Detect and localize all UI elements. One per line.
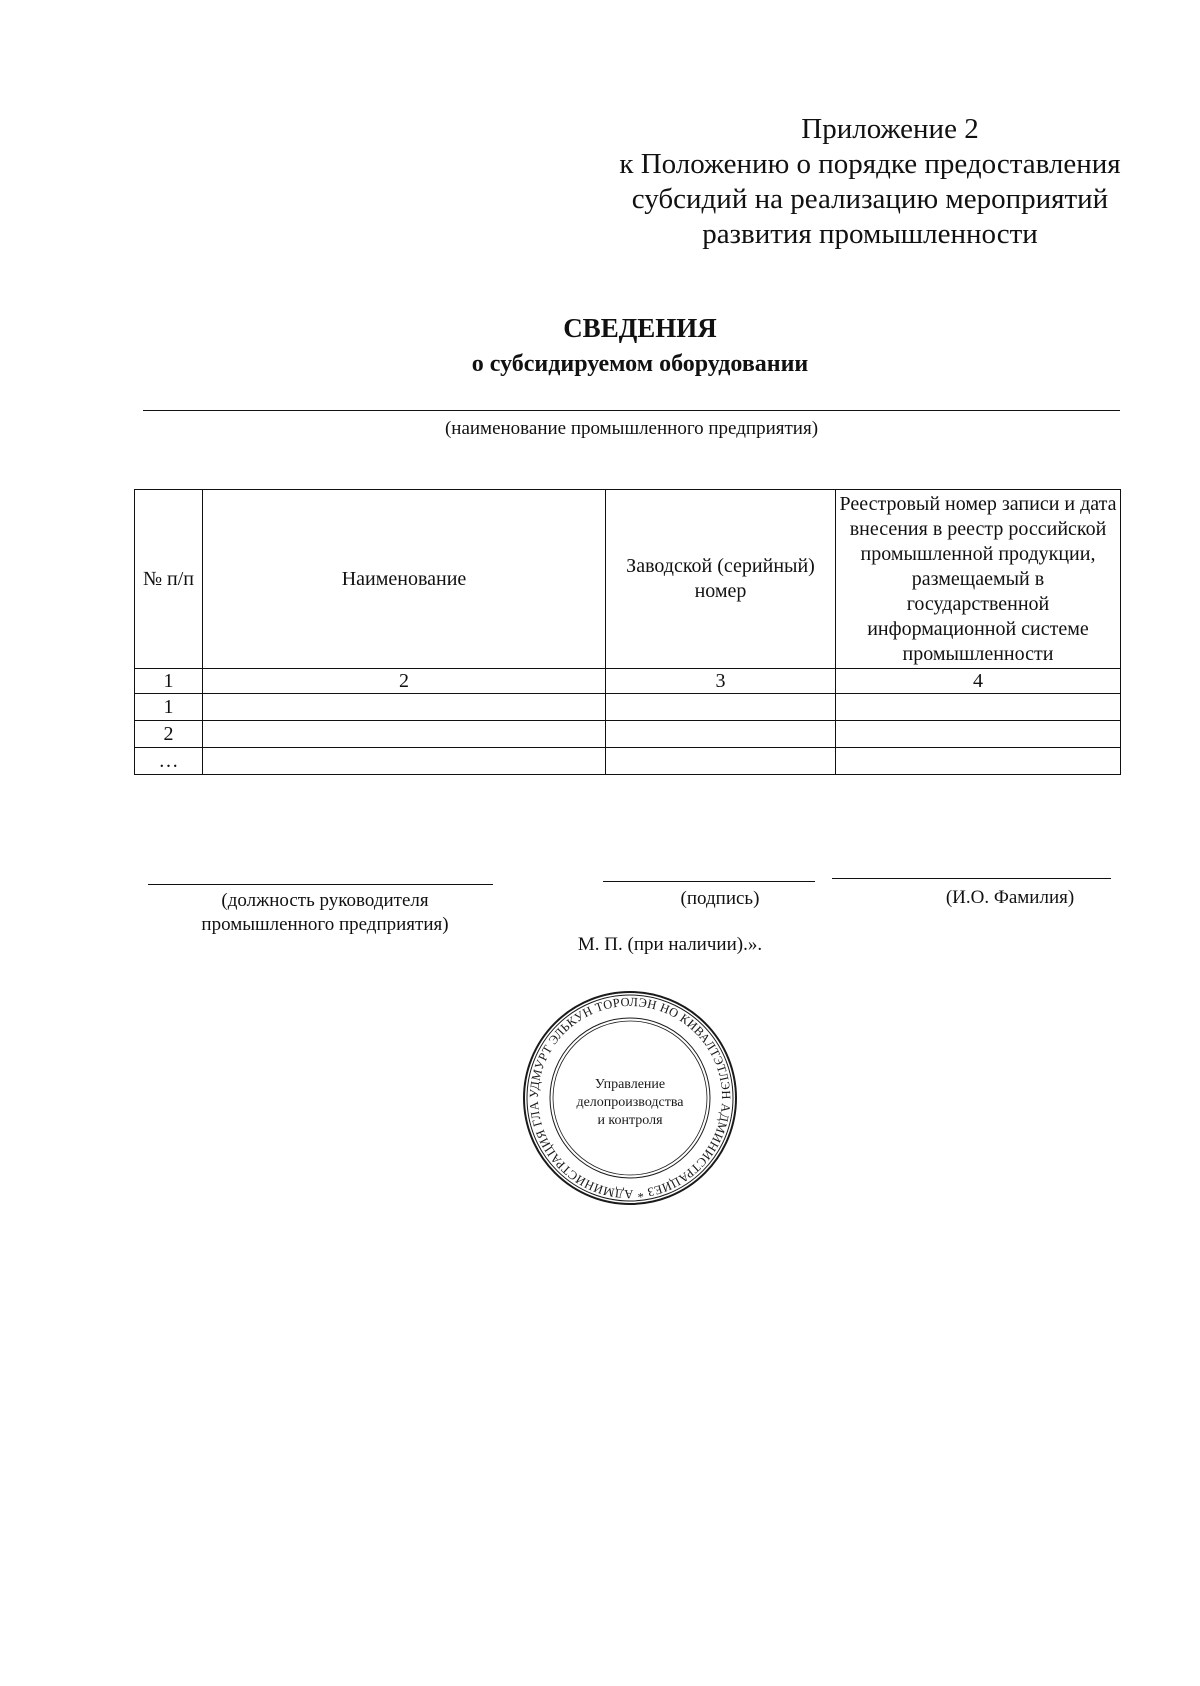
seal-note: М. П. (при наличии).». xyxy=(577,934,763,955)
full-name-caption: (И.О. Фамилия) xyxy=(945,887,1075,908)
cell-registry-number xyxy=(836,721,1121,748)
title-main: СВЕДЕНИЯ xyxy=(563,313,717,343)
signature-line xyxy=(603,881,815,882)
appendix-line-4: развития промышленности xyxy=(702,218,1038,250)
title-subtitle: о субсидируемом оборудовании xyxy=(471,351,809,377)
appendix-line-3: субсидий на реализацию мероприятий xyxy=(631,183,1109,215)
stamp-center-line-2: делопроизводства xyxy=(576,1095,684,1110)
row-number: … xyxy=(135,748,203,775)
appendix-number: Приложение 2 xyxy=(801,113,979,145)
equipment-table xyxy=(134,489,1121,775)
position-signature-line xyxy=(148,884,493,885)
cell-name xyxy=(203,721,606,748)
company-name-caption: (наименование промышленного предприятия) xyxy=(444,418,819,439)
column-numbers-row xyxy=(135,669,1121,694)
full-name-line xyxy=(832,878,1111,879)
cell-serial-number xyxy=(606,694,836,721)
table-row xyxy=(135,748,1121,775)
stamp-center-line-1: Управление xyxy=(594,1077,666,1092)
header-serial-number: Заводской (серийный) номер xyxy=(606,490,836,669)
stamp-center-line-3: и контроля xyxy=(597,1113,663,1128)
row-number: 1 xyxy=(135,694,203,721)
table-row xyxy=(135,721,1121,748)
cell-registry-number xyxy=(836,694,1121,721)
column-number: 2 xyxy=(203,669,606,694)
company-name-line xyxy=(143,410,1120,411)
cell-name xyxy=(203,748,606,775)
header-name: Наименование xyxy=(203,490,606,669)
cell-serial-number xyxy=(606,721,836,748)
header-number: № п/п xyxy=(135,490,203,669)
cell-serial-number xyxy=(606,748,836,775)
cell-name xyxy=(203,694,606,721)
cell-registry-number xyxy=(836,748,1121,775)
column-number: 4 xyxy=(836,669,1121,694)
official-stamp xyxy=(520,988,740,1208)
table-row xyxy=(135,694,1121,721)
document-title xyxy=(0,310,1200,382)
column-number: 3 xyxy=(606,669,836,694)
signature-caption: (подпись) xyxy=(680,888,760,909)
row-number: 2 xyxy=(135,721,203,748)
position-caption: (должность руководителя промышленного предприятия) xyxy=(201,890,449,935)
column-number: 1 xyxy=(135,669,203,694)
appendix-line-2: к Положению о порядке предоставления xyxy=(619,148,1121,180)
stamp-outer-text: УДМУРТ ЭЛЬКУН ТОРОЛЭН НО КИВАЛТЭТЛЭН АДМИНИСТРАЦИЕЗ * АДМИНИСТРАЦИЯ ГЛА xyxy=(526,994,734,1202)
table-header-row xyxy=(135,490,1121,669)
header-registry-number: Реестровый номер записи и дата внесения в реестр российской промышленной продукции, размещаемый в государственной информационной системе промышленности xyxy=(836,490,1121,669)
appendix-header xyxy=(600,112,1140,252)
